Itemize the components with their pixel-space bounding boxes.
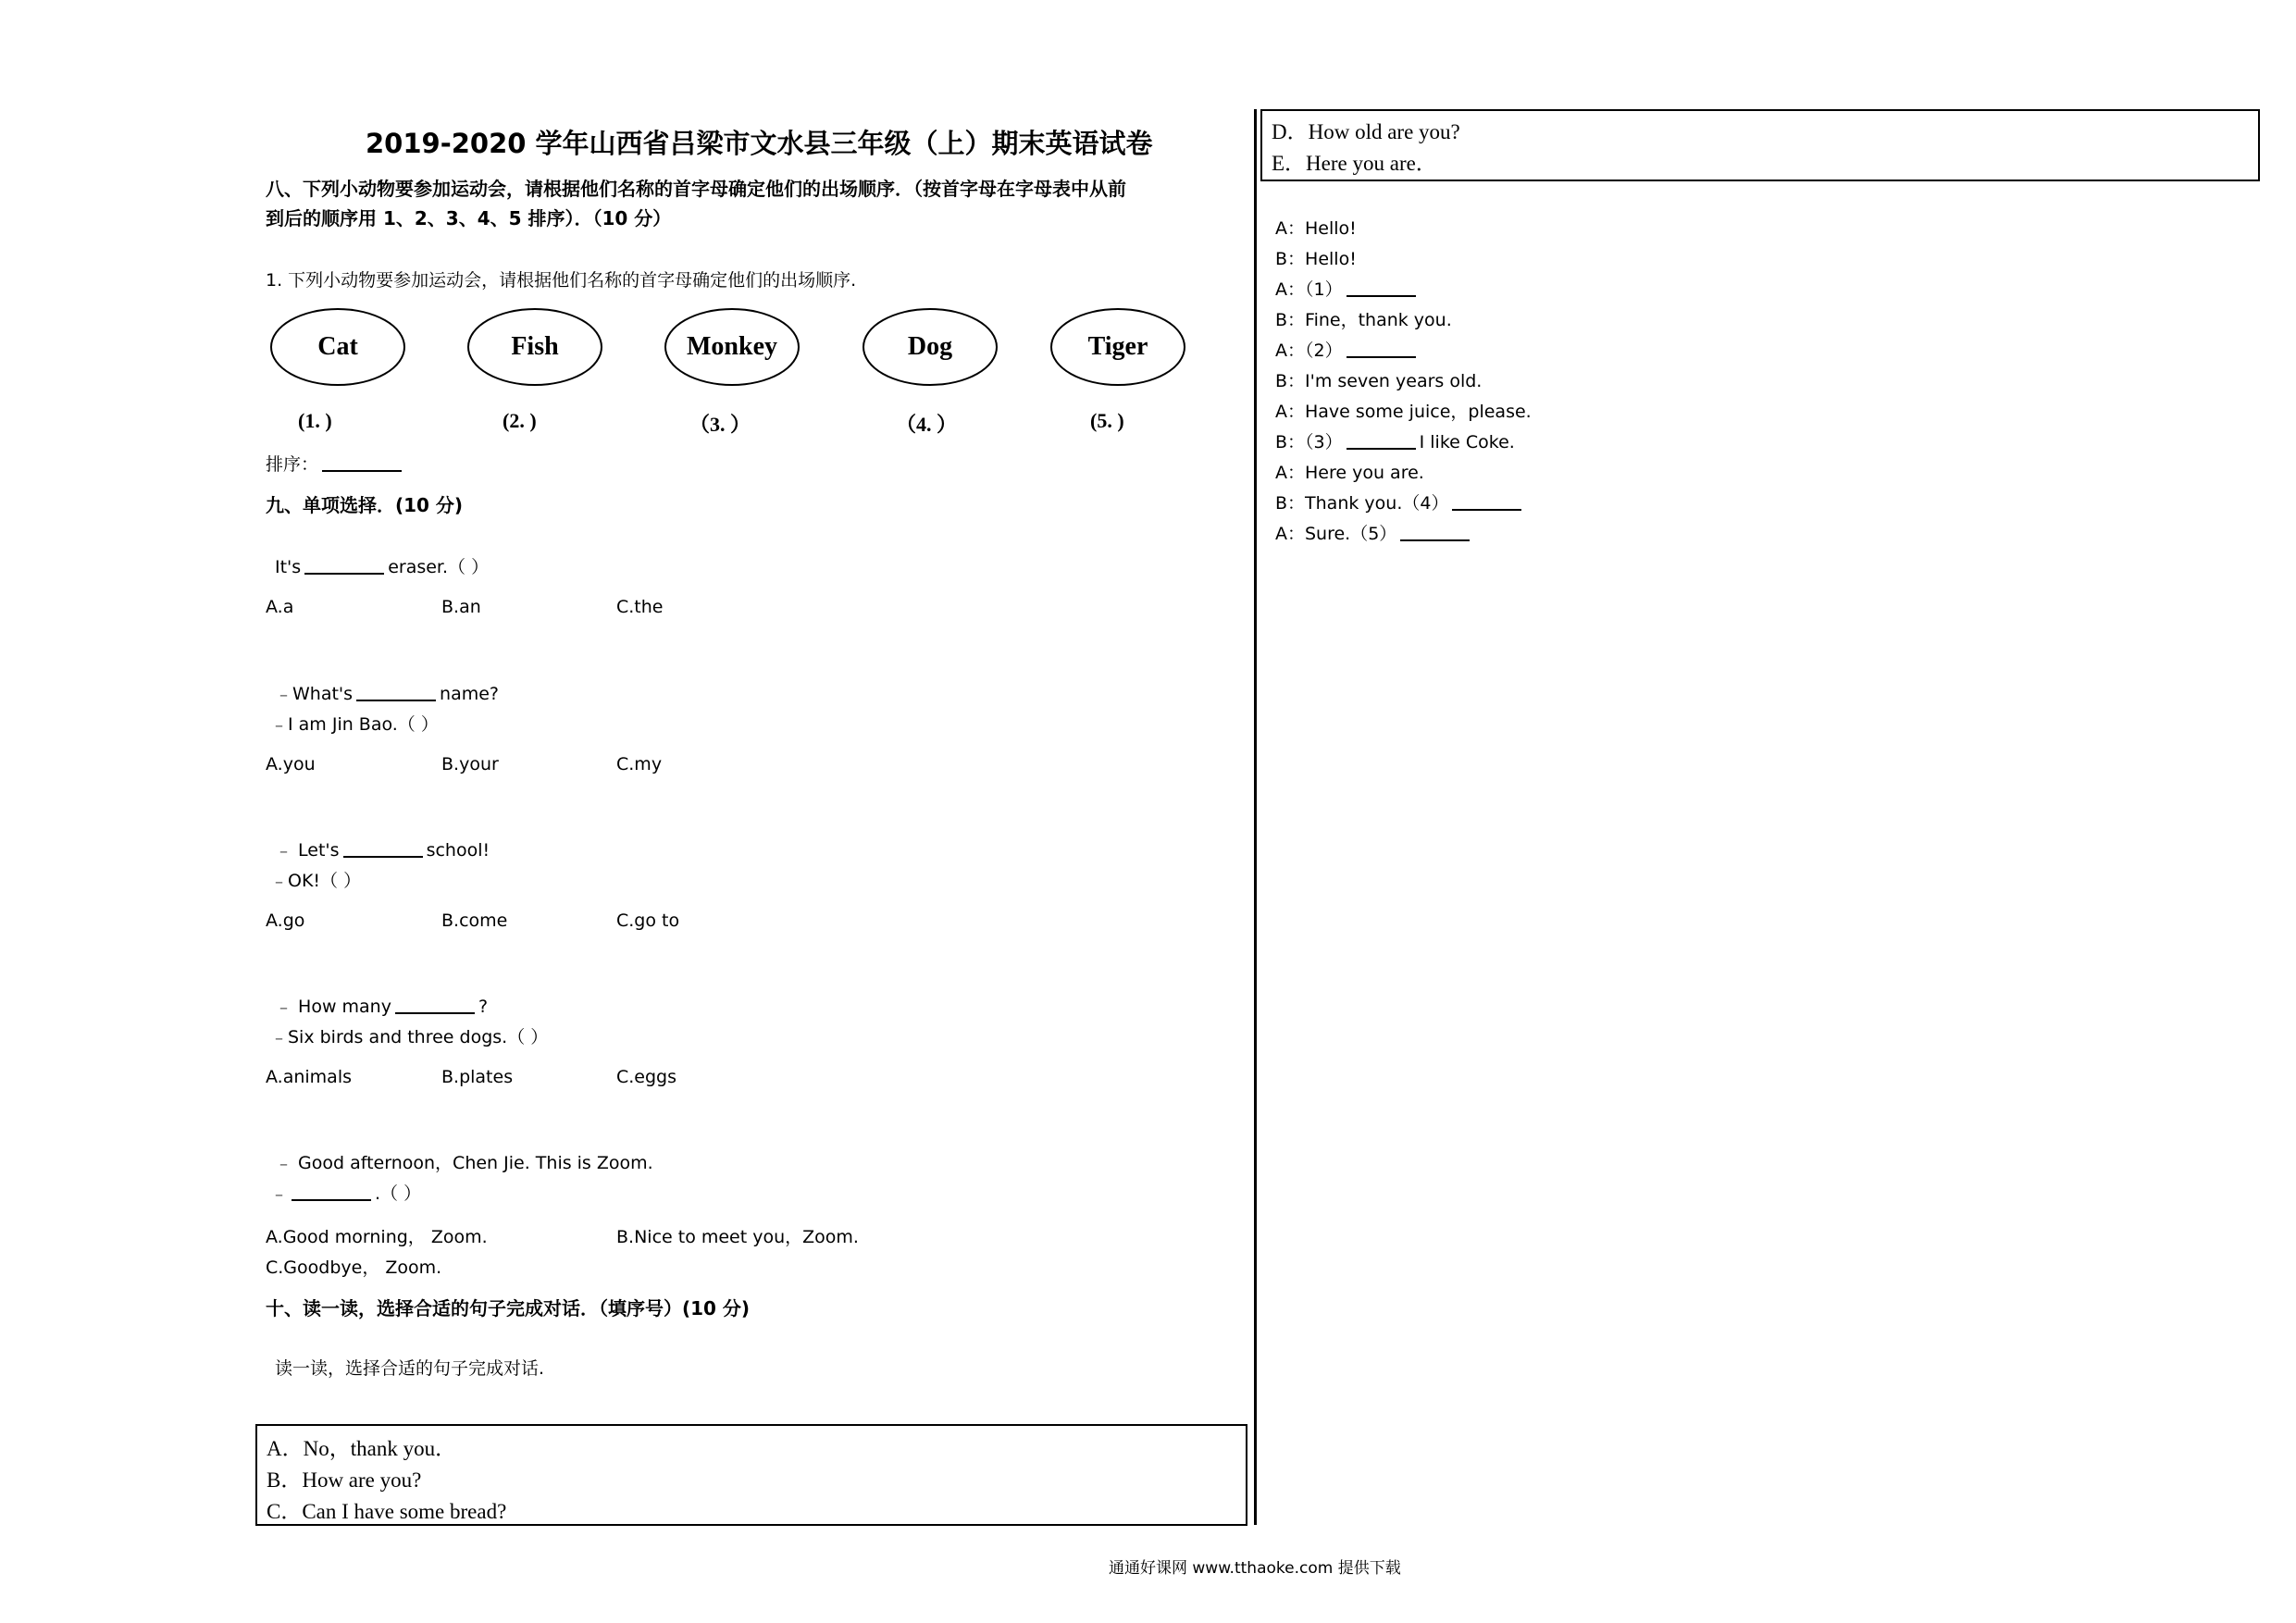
question-1-text-b: eraser.（ ） (388, 557, 490, 577)
question-4-option-a: A.animals (266, 1067, 352, 1087)
dialogue-line-6: B：I'm seven years old. (1275, 371, 1483, 391)
question-1-text-a: It's (275, 557, 302, 577)
column-divider (1254, 109, 1257, 1525)
question-3-text-b: school! (426, 840, 490, 861)
order-paren-3: （3. ） (689, 413, 751, 436)
section-9-heading: 九、单项选择．(10 分) (266, 494, 464, 516)
dialogue-line-11 (1275, 520, 1473, 545)
section-10-instruction: 读一读，选择合适的句子完成对话. (275, 1358, 545, 1379)
question-2-text-b: name? (440, 684, 500, 704)
dialogue-line-2: B：Hello! (1275, 249, 1357, 269)
order-paren-2: (2. ) (503, 409, 537, 432)
dialogue-line-8-text: B：（3） (1275, 432, 1343, 452)
animal-oval-fish: Fish (467, 308, 602, 386)
dialogue-line-9: A：Here you are. (1275, 463, 1424, 483)
dialogue-line-5-text: A：（2） (1275, 341, 1343, 361)
dialogue-blank-5[interactable] (1400, 523, 1470, 541)
page-title: 2019-2020 学年山西省吕梁市文水县三年级（上）期末英语试卷 (366, 128, 1153, 159)
question-3-text-a: ﹣ Let's (275, 840, 340, 861)
dialogue-line-7: A：Have some juice，please. (1275, 402, 1532, 422)
question-2-option-a: A.you (266, 754, 316, 774)
question-4-text-b: ? (478, 997, 489, 1017)
question-2-line2: ﹣I am Jin Bao.（ ） (270, 714, 439, 735)
dialogue-line-10-text: B：Thank you.（4） (1275, 493, 1449, 514)
choice-a: A．No，thank you． (267, 1437, 457, 1460)
question-3-line2: ﹣OK!（ ） (270, 871, 362, 891)
dialogue-line-11-text: A：Sure.（5） (1275, 524, 1397, 544)
question-5-text-b: .（ ） (375, 1183, 422, 1204)
section-8-heading-line2: 到后的顺序用 1、2、3、4、5 排序）．（10 分） (266, 207, 672, 229)
question-5-option-c: C.Goodbye， Zoom. (266, 1258, 442, 1278)
dialogue-line-1: A：Hello! (1275, 218, 1357, 239)
dialogue-blank-4[interactable] (1452, 492, 1521, 511)
question-5-option-a: A.Good morning， Zoom. (266, 1227, 488, 1247)
question-3-blank[interactable] (343, 839, 423, 858)
question-2-line1 (275, 680, 499, 705)
section-8-instruction: 1. 下列小动物要参加运动会，请根据他们名称的首字母确定他们的出场顺序. (266, 270, 857, 291)
choices-box-right (1260, 109, 2260, 181)
section-10-heading: 十、读一读，选择合适的句子完成对话．（填序号）(10 分) (266, 1297, 751, 1319)
page-footer: 通通好课网 www.tthaoke.com 提供下载 (1109, 1559, 1401, 1578)
question-1-option-b: B.an (441, 597, 481, 617)
dialogue-line-5 (1275, 337, 1420, 362)
order-blank[interactable] (322, 453, 402, 472)
dialogue-line-3-text: A：（1） (1275, 279, 1343, 300)
question-4-option-b: B.plates (441, 1067, 514, 1087)
choices-box-left (255, 1424, 1247, 1526)
dialogue-line-4: B：Fine，thank you. (1275, 310, 1452, 330)
question-5-option-b: B.Nice to meet you，Zoom. (616, 1227, 859, 1247)
question-4-line2: ﹣Six birds and three dogs.（ ） (270, 1027, 549, 1047)
choice-d: D．How old are you? (1272, 120, 1460, 143)
choice-c: C．Can I have some bread? (267, 1500, 507, 1523)
question-5-line1: ﹣ Good afternoon，Chen Jie. This is Zoom. (275, 1153, 653, 1173)
question-2-option-c: C.my (616, 754, 663, 774)
dialogue-line-3 (1275, 276, 1420, 301)
question-1-option-a: A.a (266, 597, 294, 617)
dialogue-line-8-tail: I like Coke. (1419, 432, 1515, 452)
question-4-text-a: ﹣ How many (275, 997, 391, 1017)
dialogue-blank-3[interactable] (1347, 431, 1416, 450)
question-5-line2 (270, 1180, 421, 1205)
question-2-text-a: ﹣What's (275, 684, 354, 704)
question-4-option-c: C.eggs (616, 1067, 677, 1087)
order-label: 排序： (266, 454, 319, 475)
choice-e: E．Here you are． (1272, 152, 1437, 175)
question-4-line1 (275, 993, 488, 1018)
question-4-blank[interactable] (395, 996, 475, 1014)
question-2-blank[interactable] (356, 683, 436, 701)
question-2-option-b: B.your (441, 754, 499, 774)
order-answer-line (266, 451, 405, 476)
order-paren-1: (1. ) (298, 409, 332, 432)
animal-oval-cat: Cat (270, 308, 405, 386)
question-5-text-a: ﹣ (270, 1183, 289, 1204)
question-3-option-a: A.go (266, 911, 305, 931)
section-8-heading-line1: 八、下列小动物要参加运动会，请根据他们名称的首字母确定他们的出场顺序．（按首字母在字母表中从前 (266, 178, 1126, 200)
dialogue-blank-1[interactable] (1347, 279, 1416, 297)
question-1-option-c: C.the (616, 597, 664, 617)
question-1-blank[interactable] (304, 556, 384, 575)
question-1-stem (275, 553, 489, 578)
question-3-line1 (275, 836, 490, 861)
choice-b: B．How are you? (267, 1468, 422, 1492)
animal-oval-tiger: Tiger (1050, 308, 1185, 386)
order-paren-4: （4. ） (896, 413, 958, 436)
dialogue-line-10 (1275, 489, 1525, 514)
order-paren-5: (5. ) (1090, 409, 1124, 432)
dialogue-blank-2[interactable] (1347, 340, 1416, 358)
animal-oval-dog: Dog (863, 308, 998, 386)
dialogue-line-8 (1275, 428, 1515, 453)
question-3-option-b: B.come (441, 911, 508, 931)
animal-oval-monkey: Monkey (664, 308, 800, 386)
question-3-option-c: C.go to (616, 911, 680, 931)
question-5-blank[interactable] (292, 1183, 371, 1201)
